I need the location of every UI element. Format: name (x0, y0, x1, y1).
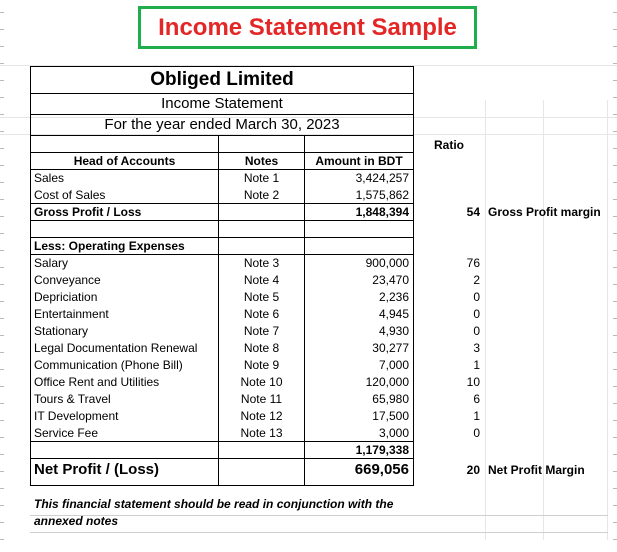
expense-note: Note 4 (243, 273, 280, 287)
net-amount: 669,056 (354, 461, 409, 478)
edge-tick (0, 539, 4, 540)
expense-ratio: 1 (473, 358, 480, 372)
expense-label: Entertainment (34, 307, 109, 321)
edge-tick (613, 63, 617, 64)
row-note: Note 2 (243, 188, 280, 202)
expense-ratio: 2 (473, 273, 480, 287)
expense-label: Legal Documentation Renewal (34, 341, 198, 355)
row-note: Note 1 (243, 171, 280, 185)
edge-tick (613, 182, 617, 183)
edge-tick (613, 12, 617, 13)
expense-amount: 3,000 (378, 426, 409, 440)
edge-tick (0, 29, 4, 30)
expense-amount: 900,000 (365, 256, 409, 270)
edge-tick (613, 352, 617, 353)
edge-tick (0, 80, 4, 81)
edge-tick (613, 437, 617, 438)
row-amount: 3,424,257 (355, 171, 409, 185)
expense-label: Office Rent and Utilities (34, 375, 160, 389)
gross-ratio-label: Gross Profit margin (488, 205, 601, 219)
expense-label: Communication (Phone Bill) (34, 358, 183, 372)
expense-note: Note 6 (243, 307, 280, 321)
company-name: Obliged Limited (150, 69, 294, 90)
row-amount: 1,575,862 (355, 188, 409, 202)
expenses-header: Less: Operating Expenses (34, 239, 185, 253)
expense-amount: 23,470 (372, 273, 409, 287)
edge-tick (0, 471, 4, 472)
edge-tick (613, 505, 617, 506)
row-label: Sales (34, 171, 65, 185)
edge-tick (613, 539, 617, 540)
edge-tick (613, 114, 617, 115)
expense-label: Stationary (34, 324, 89, 338)
expense-note: Note 8 (243, 341, 280, 355)
edge-tick (613, 233, 617, 234)
edge-tick (613, 216, 617, 217)
edge-tick (0, 233, 4, 234)
edge-tick (0, 284, 4, 285)
edge-tick (613, 250, 617, 251)
expense-label: Depriciation (34, 290, 98, 304)
edge-tick (613, 318, 617, 319)
expense-amount: 7,000 (378, 358, 409, 372)
edge-tick (0, 522, 4, 523)
footnote: This financial statement should be read in conjunction with the annexed notes (34, 497, 394, 528)
expense-amount: 2,236 (378, 290, 409, 304)
expense-note: Note 12 (240, 409, 283, 423)
expense-ratio: 0 (473, 324, 480, 338)
edge-tick (0, 352, 4, 353)
gross-amount: 1,848,394 (355, 205, 409, 219)
expense-note: Note 7 (243, 324, 280, 338)
gross-ratio: 54 (466, 205, 480, 219)
net-label: Net Profit / (Loss) (34, 461, 160, 478)
expense-note: Note 13 (240, 426, 283, 440)
edge-tick (613, 148, 617, 149)
total-expenses: 1,179,338 (355, 443, 409, 457)
expense-ratio: 76 (466, 256, 480, 270)
edge-tick (0, 488, 4, 489)
expense-note: Note 11 (240, 392, 283, 406)
expense-ratio: 0 (473, 426, 480, 440)
edge-tick (0, 182, 4, 183)
edge-tick (613, 97, 617, 98)
expense-ratio: 0 (473, 290, 480, 304)
expense-ratio: 10 (466, 375, 480, 389)
edge-tick (0, 335, 4, 336)
net-ratio: 20 (466, 463, 480, 477)
expense-label: IT Development (34, 409, 119, 423)
ratio-header: Ratio (434, 138, 464, 152)
net-ratio-label: Net Profit Margin (488, 463, 585, 477)
col-head-notes: Notes (244, 154, 279, 168)
edge-tick (0, 114, 4, 115)
row-label: Cost of Sales (34, 188, 106, 202)
statement-period: For the year ended March 30, 2023 (104, 116, 340, 133)
edge-tick (0, 131, 4, 132)
edge-tick (0, 12, 4, 13)
expense-note: Note 5 (243, 290, 280, 304)
edge-tick (0, 505, 4, 506)
edge-tick (613, 165, 617, 166)
edge-tick (613, 131, 617, 132)
expense-ratio: 1 (473, 409, 480, 423)
edge-tick (613, 335, 617, 336)
banner-title: Income Statement Sample (138, 6, 477, 49)
edge-tick (0, 46, 4, 47)
edge-tick (613, 369, 617, 370)
expense-amount: 4,945 (378, 307, 409, 321)
expense-ratio: 3 (473, 341, 480, 355)
edge-tick (0, 267, 4, 268)
edge-tick (613, 284, 617, 285)
edge-tick (613, 488, 617, 489)
expense-label: Tours & Travel (34, 392, 111, 406)
edge-tick (0, 454, 4, 455)
gross-label: Gross Profit / Loss (34, 205, 142, 219)
edge-tick (613, 80, 617, 81)
edge-tick (613, 29, 617, 30)
expense-ratio: 0 (473, 307, 480, 321)
edge-tick (613, 522, 617, 523)
edge-tick (0, 420, 4, 421)
edge-tick (0, 165, 4, 166)
edge-tick (0, 403, 4, 404)
expense-label: Salary (34, 256, 69, 270)
expense-label: Conveyance (34, 273, 101, 287)
edge-tick (0, 250, 4, 251)
edge-tick (613, 301, 617, 302)
expense-amount: 65,980 (372, 392, 409, 406)
edge-tick (0, 318, 4, 319)
edge-tick (0, 301, 4, 302)
edge-tick (0, 148, 4, 149)
edge-tick (613, 199, 617, 200)
expense-amount: 4,930 (378, 324, 409, 338)
col-head-amount: Amount in BDT (315, 154, 403, 168)
edge-tick (613, 46, 617, 47)
statement-title: Income Statement (161, 95, 283, 112)
expense-amount: 120,000 (365, 375, 409, 389)
expense-ratio: 6 (473, 392, 480, 406)
edge-tick (0, 386, 4, 387)
edge-tick (613, 386, 617, 387)
edge-tick (0, 199, 4, 200)
edge-tick (613, 420, 617, 421)
expense-note: Note 9 (243, 358, 280, 372)
expense-amount: 30,277 (372, 341, 409, 355)
edge-tick (0, 437, 4, 438)
expense-note: Note 3 (243, 256, 280, 270)
edge-tick (0, 369, 4, 370)
edge-tick (613, 403, 617, 404)
expense-amount: 17,500 (372, 409, 409, 423)
expense-label: Service Fee (34, 426, 99, 440)
expense-note: Note 10 (240, 375, 283, 389)
edge-tick (0, 63, 4, 64)
edge-tick (613, 454, 617, 455)
edge-tick (613, 471, 617, 472)
col-head-accounts: Head of Accounts (73, 154, 176, 168)
edge-tick (0, 97, 4, 98)
edge-tick (613, 267, 617, 268)
edge-tick (0, 216, 4, 217)
